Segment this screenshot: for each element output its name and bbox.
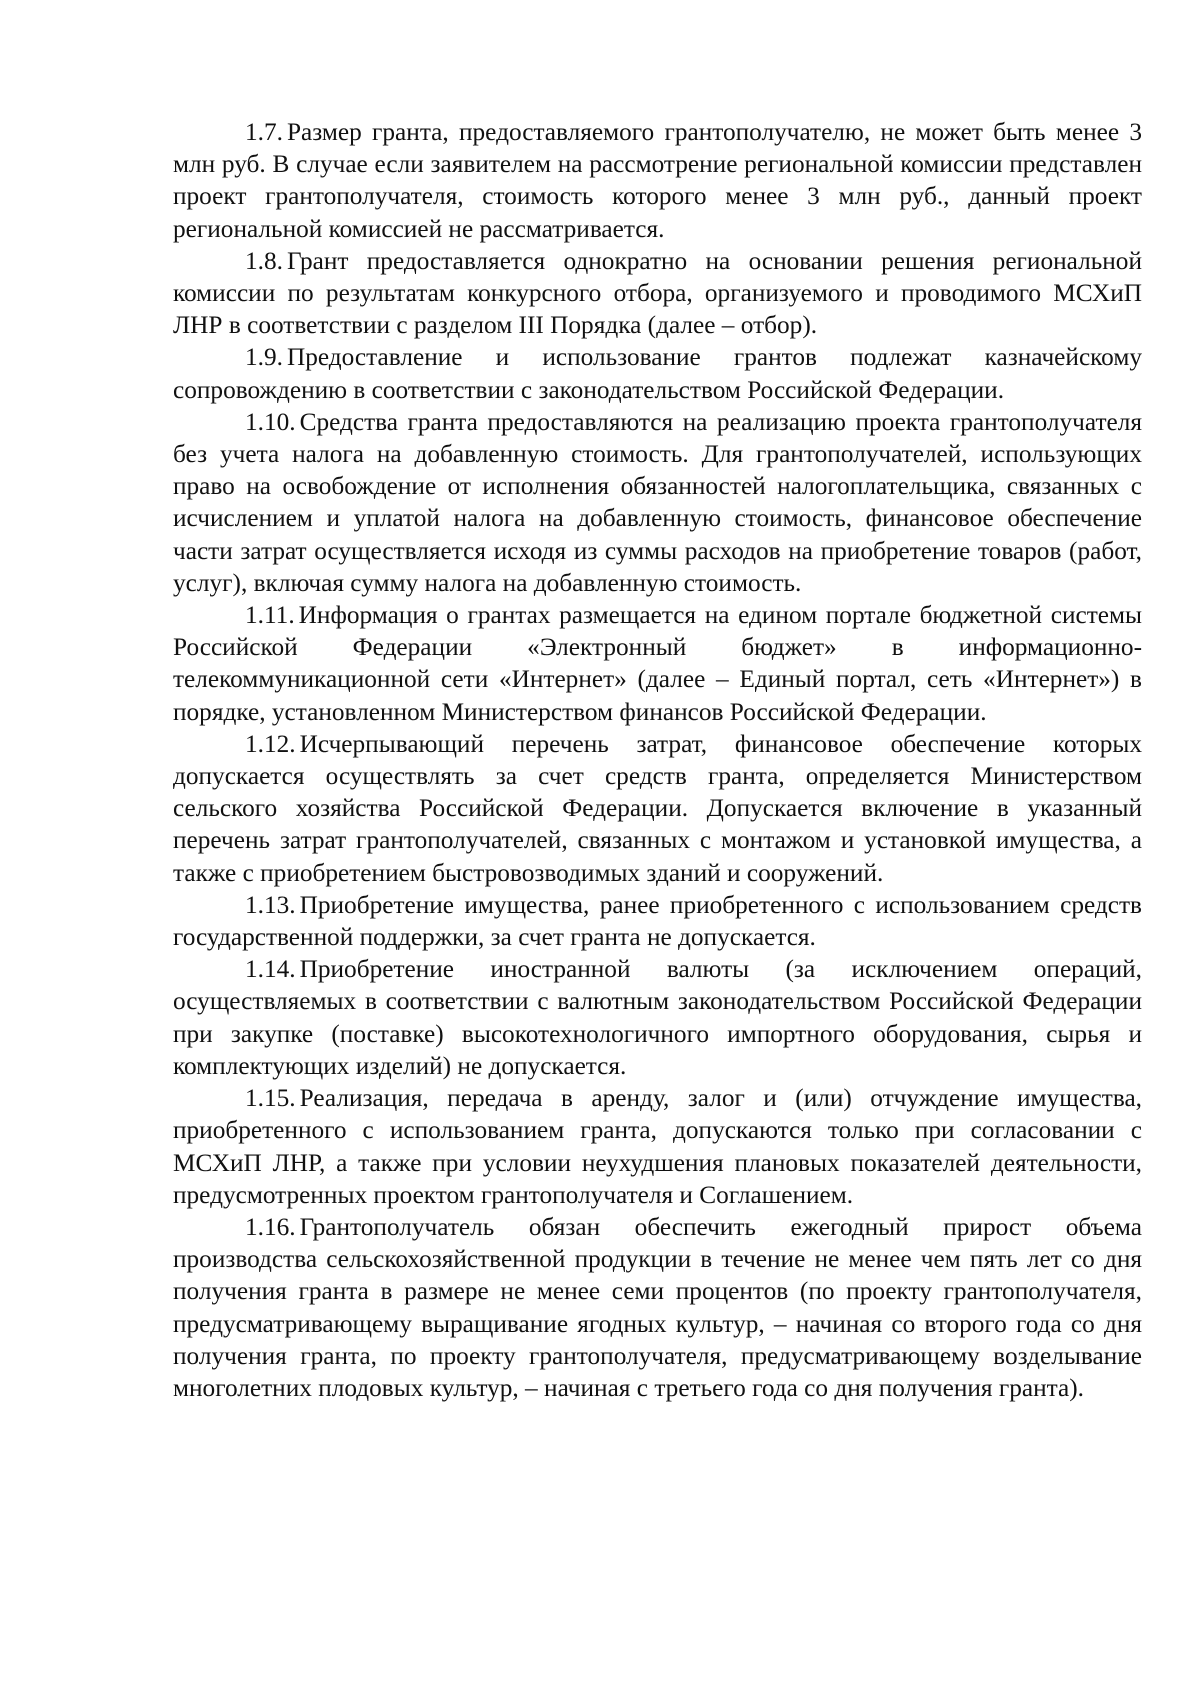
paragraph-1-8 bbox=[173, 245, 1142, 342]
paragraph-1-12 bbox=[173, 728, 1142, 889]
document-body bbox=[173, 116, 1142, 1404]
paragraph-1-15 bbox=[173, 1082, 1142, 1211]
paragraph-number: 1.9. bbox=[245, 343, 283, 372]
paragraph-number: 1.10. bbox=[245, 407, 296, 436]
paragraph-text: Реализация, передача в аренду, залог и (или) отчуждение имущества, приобретенного с использованием гранта, допускаются только при согласовании с МСХиП ЛНР, а также при условии неухудшения плановых показателей деятельности, предусмотренных проектом грантополучателя и Соглашением. bbox=[173, 1084, 1142, 1209]
paragraph-1-10 bbox=[173, 406, 1142, 599]
paragraph-number: 1.11. bbox=[245, 601, 295, 630]
paragraph-1-14 bbox=[173, 953, 1142, 1082]
paragraph-1-16 bbox=[173, 1211, 1142, 1404]
paragraph-1-7 bbox=[173, 116, 1142, 245]
paragraph-1-13 bbox=[173, 889, 1142, 953]
paragraph-text: Грантополучатель обязан обеспечить ежегодный прирост объема производства сельскохозяйственной продукции в течение не менее чем пять лет со дня получения гранта в размере не менее семи процентов (по проекту грантополучателя, предусматривающему выращивание ягодных культур, – начиная со второго года со дня получения гранта, по проекту грантополучателя, предусматривающему возделывание многолетних плодовых культур, – начиная с третьего года со дня получения гранта). bbox=[173, 1212, 1142, 1402]
paragraph-text: Исчерпывающий перечень затрат, финансовое обеспечение которых допускается осуществлять за счет средств гранта, определяется Министерством сельского хозяйства Российской Федерации. Допускается включение в указанный перечень затрат грантополучателей, связанных с монтажом и установкой имущества, а также с приобретением быстровозводимых зданий и сооружений. bbox=[173, 729, 1142, 887]
paragraph-text: Информация о грантах размещается на едином портале бюджетной системы Российской Федерации «Электронный бюджет» в информационно-телекоммуникационной сети «Интернет» (далее – Единый портал, сеть «Интернет») в порядке, установленном Министерством финансов Российской Федерации. bbox=[173, 601, 1142, 726]
paragraph-text: Предоставление и использование грантов подлежат казначейскому сопровождению в соответствии с законодательством Российской Федерации. bbox=[173, 343, 1142, 404]
paragraph-text: Приобретение имущества, ранее приобретенного с использованием средств государственной поддержки, за счет гранта не допускается. bbox=[173, 890, 1142, 952]
paragraph-text: Приобретение иностранной валюты (за исключением операций, осуществляемых в соответствии с валютным законодательством Российской Федерации при закупке (поставке) высокотехнологичного импортного оборудования, сырья и комплектующих изделий) не допускается. bbox=[173, 955, 1142, 1080]
paragraph-1-11 bbox=[173, 599, 1142, 728]
paragraph-number: 1.14. bbox=[245, 955, 296, 984]
paragraph-text: Средства гранта предоставляются на реализацию проекта грантополучателя без учета налога на добавленную стоимость. Для грантополучателей, использующих право на освобождение от исполнения обязанностей налогоплательщика, связанных с исчислением и уплатой налога на добавленную стоимость, финансовое обеспечение части затрат осуществляется исходя из суммы расходов на приобретение товаров (работ, услуг), включая сумму налога на добавленную стоимость. bbox=[173, 407, 1142, 597]
paragraph-text: Размер гранта, предоставляемого грантополучателю, не может быть менее 3 млн руб. В случае если заявителем на рассмотрение региональной комиссии представлен проект грантополучателя, стоимость которого менее 3 млн руб., данный проект региональной комиссией не рассматривается. bbox=[173, 118, 1142, 243]
paragraph-number: 1.7. bbox=[245, 118, 283, 146]
paragraph-number: 1.16. bbox=[245, 1212, 296, 1241]
paragraph-number: 1.8. bbox=[245, 246, 283, 275]
paragraph-text: Грант предоставляется однократно на основании решения региональной комиссии по результатам конкурсного отбора, организуемого и проводимого МСХиП ЛНР в соответствии с разделом III Порядка (далее – отбор). bbox=[173, 246, 1142, 340]
paragraph-number: 1.15. bbox=[245, 1084, 296, 1113]
paragraph-number: 1.13. bbox=[245, 890, 296, 919]
paragraph-number: 1.12. bbox=[245, 729, 296, 758]
paragraph-1-9 bbox=[173, 341, 1142, 405]
